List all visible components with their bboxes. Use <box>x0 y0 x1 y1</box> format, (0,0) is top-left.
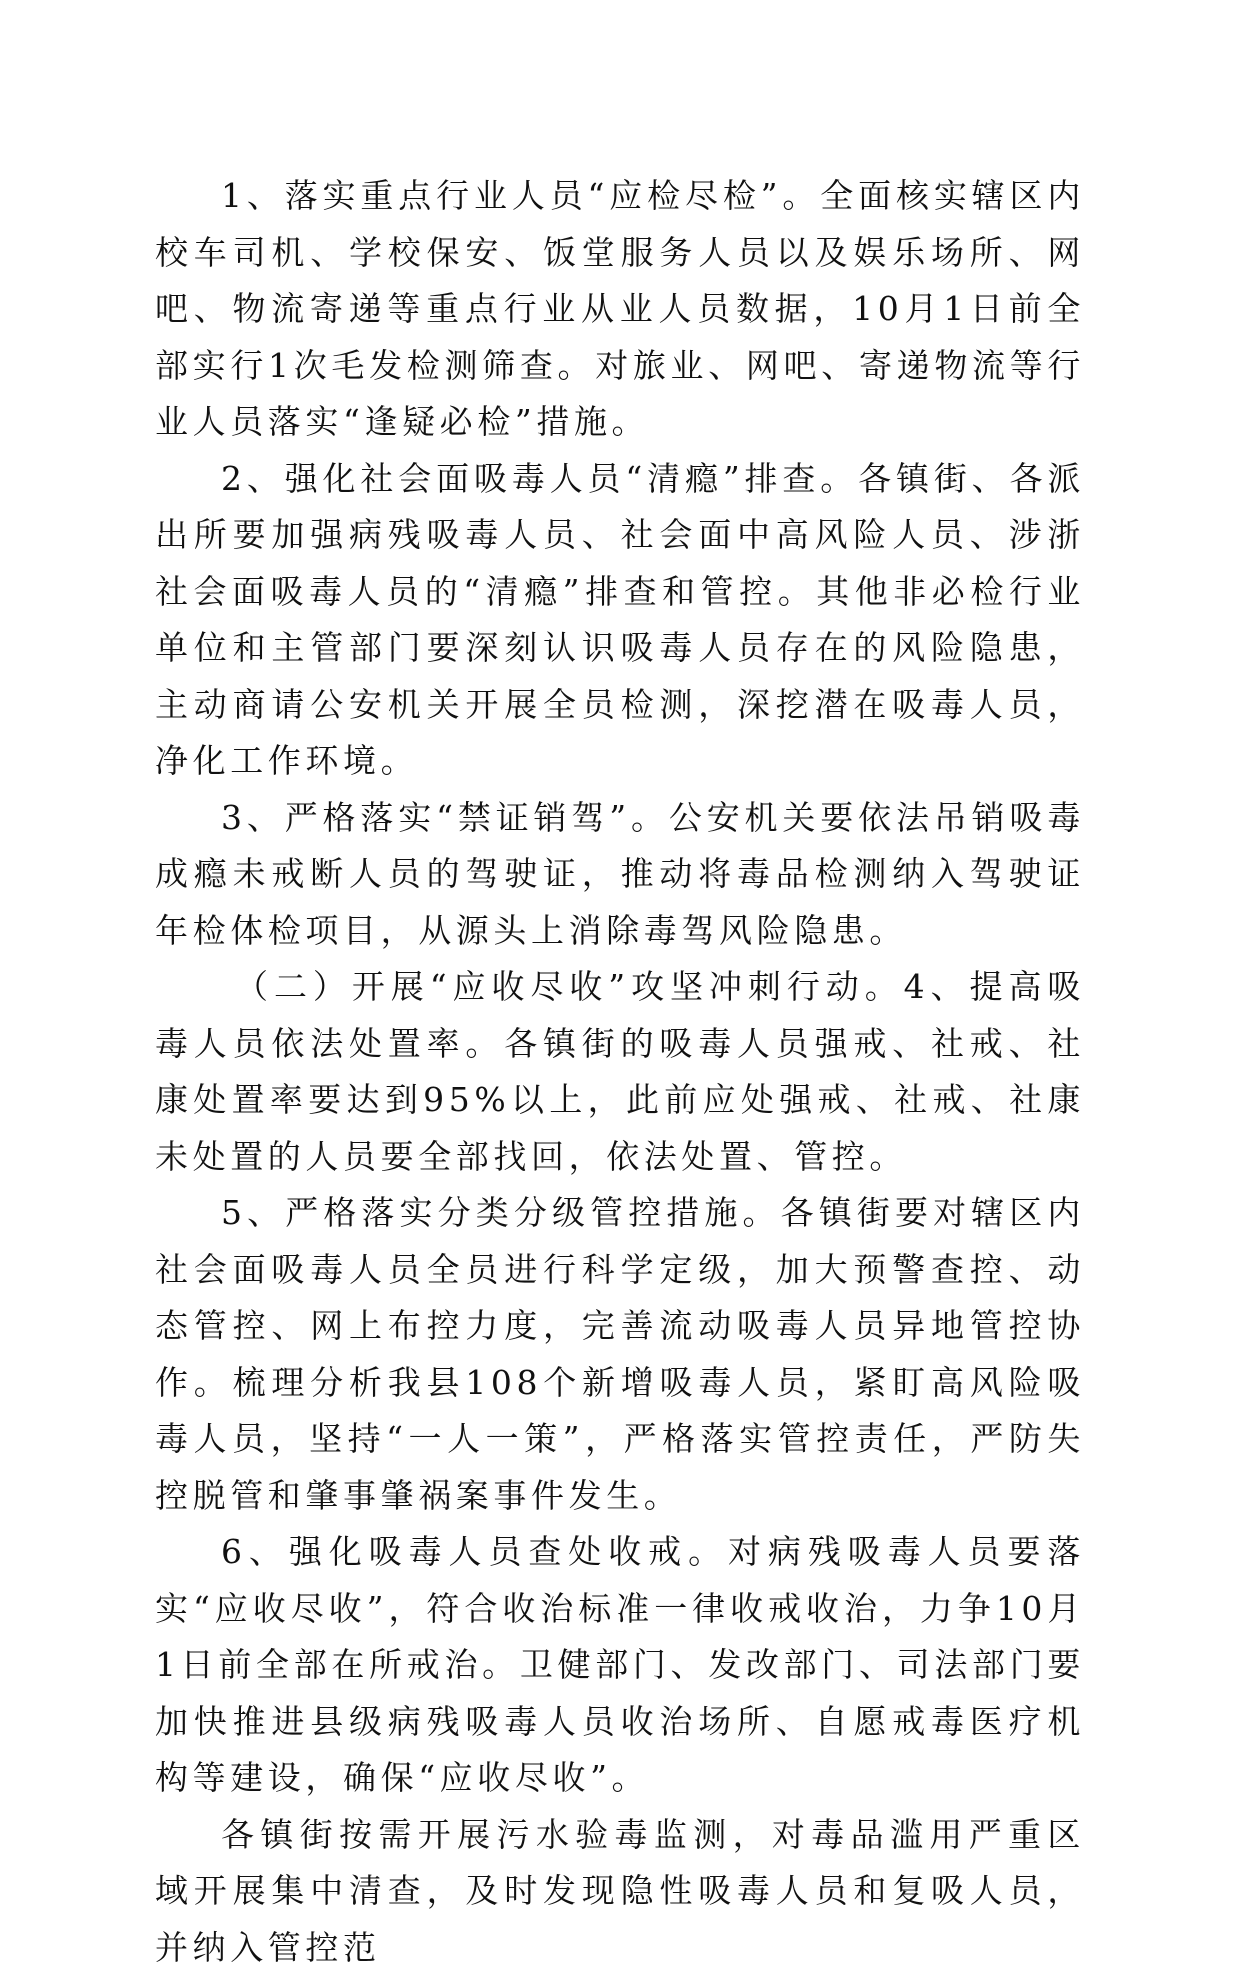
paragraph-4: （二）开展“应收尽收”攻坚冲刺行动。4、提高吸毒人员依法处置率。各镇街的吸毒人员强戒、社戒、社康处置率要达到95%以上，此前应处强戒、社戒、社康未处置的人员要全部找回，依法处置、管控。 <box>155 959 1085 1185</box>
paragraph-7: 各镇街按需开展污水验毒监测，对毒品滥用严重区域开展集中清查，及时发现隐性吸毒人员和复吸人员，并纳入管控范 <box>155 1807 1085 1976</box>
paragraph-1: 1、落实重点行业人员“应检尽检”。全面核实辖区内校车司机、学校保安、饭堂服务人员以及娱乐场所、网吧、物流寄递等重点行业从业人员数据，10月1日前全部实行1次毛发检测筛查。对旅业、网吧、寄递物流等行业人员落实“逢疑必检”措施。 <box>155 168 1085 451</box>
document-body <box>155 168 1085 1976</box>
paragraph-2: 2、强化社会面吸毒人员“清瘾”排查。各镇街、各派出所要加强病残吸毒人员、社会面中高风险人员、涉浙社会面吸毒人员的“清瘾”排查和管控。其他非必检行业单位和主管部门要深刻认识吸毒人员存在的风险隐患，主动商请公安机关开展全员检测，深挖潜在吸毒人员，净化工作环境。 <box>155 451 1085 790</box>
paragraph-3: 3、严格落实“禁证销驾”。公安机关要依法吊销吸毒成瘾未戒断人员的驾驶证，推动将毒品检测纳入驾驶证年检体检项目，从源头上消除毒驾风险隐患。 <box>155 790 1085 960</box>
paragraph-5: 5、严格落实分类分级管控措施。各镇街要对辖区内社会面吸毒人员全员进行科学定级，加大预警查控、动态管控、网上布控力度，完善流动吸毒人员异地管控协作。梳理分析我县108个新增吸毒人员，紧盯高风险吸毒人员，坚持“一人一策”，严格落实管控责任，严防失控脱管和肇事肇祸案事件发生。 <box>155 1185 1085 1524</box>
paragraph-6: 6、强化吸毒人员查处收戒。对病残吸毒人员要落实“应收尽收”，符合收治标准一律收戒收治，力争10月1日前全部在所戒治。卫健部门、发改部门、司法部门要加快推进县级病残吸毒人员收治场所、自愿戒毒医疗机构等建设，确保“应收尽收”。 <box>155 1524 1085 1807</box>
